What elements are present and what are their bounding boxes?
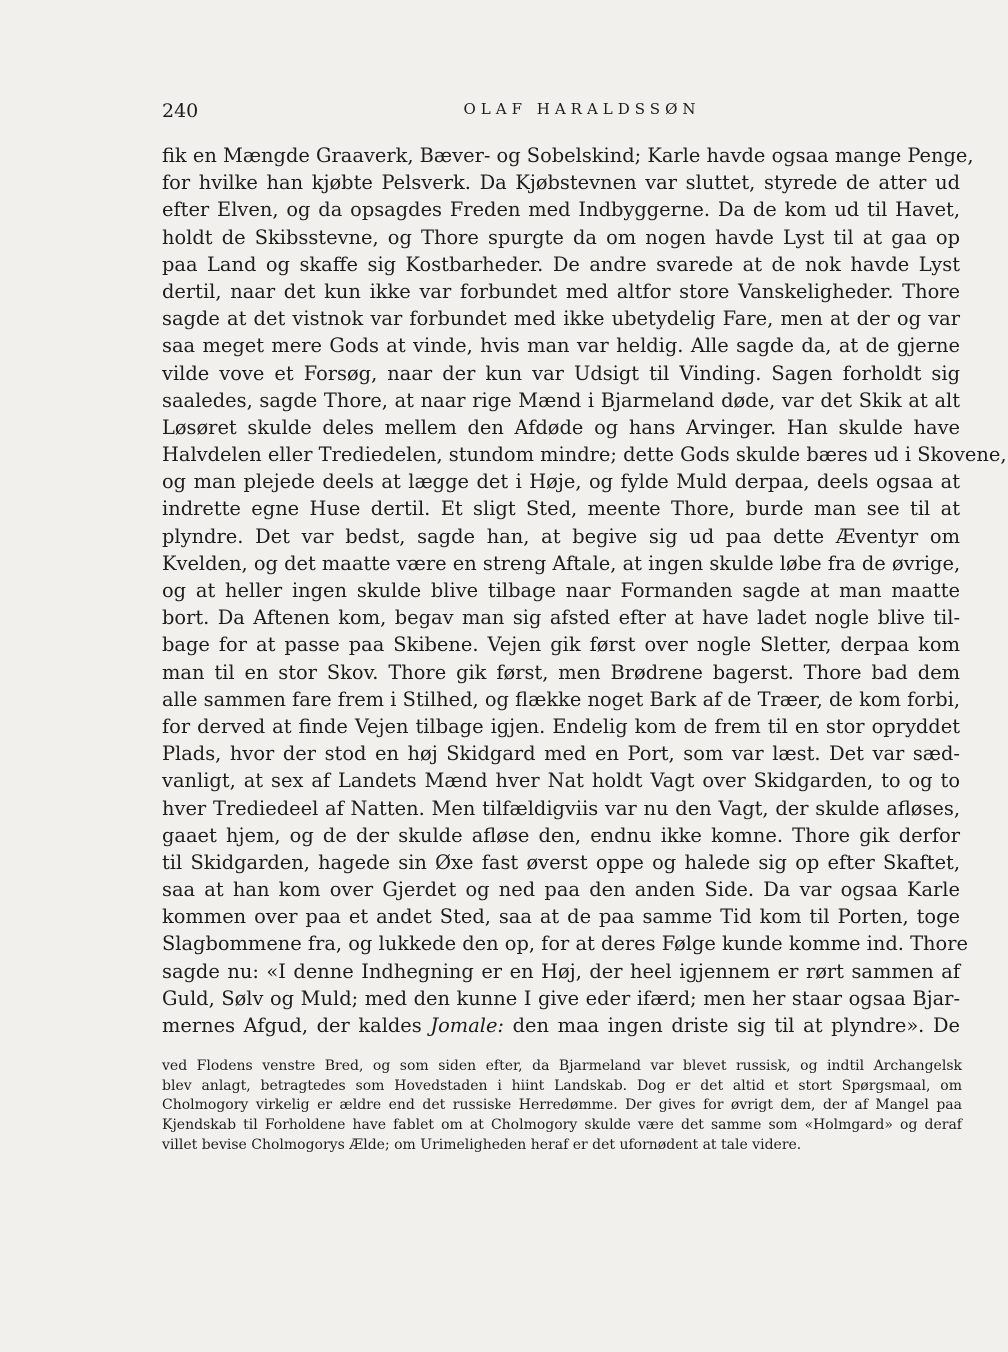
body-line: Løsøret skulde deles mellem den Afdøde og hans Arvinger. Han skulde have — [162, 415, 960, 439]
body-line: indrette egne Huse dertil. Et sligt Sted, meente Thore, burde man see til at — [162, 497, 960, 521]
body-line: man til en stor Skov. Thore gik først, men Brødrene bagerst. Thore bad dem — [162, 660, 960, 684]
body-line: bage for at passe paa Skibene. Vejen gik først over nogle Sletter, derpaa kom — [162, 633, 960, 657]
body-line: Guld, Sølv og Muld; med den kunne I give eder ifærd; men her staar ogsaa Bjar- — [162, 986, 960, 1010]
body-line: og at heller ingen skulde blive tilbage naar Formanden sagde at man maatte — [162, 579, 960, 602]
body-line: saa at han kom over Gjerdet og ned paa den anden Side. Da var ogsaa Karle — [162, 878, 960, 902]
footnote — [162, 1057, 962, 1155]
page-header — [162, 100, 962, 126]
body-line: vilde vove et Forsøg, naar der kun var Udsigt til Vinding. Sagen forholdt sig — [162, 361, 960, 385]
body-line: saaledes, sagde Thore, at naar rige Mænd i Bjarmeland døde, var det Skik at alt — [162, 388, 960, 412]
footnote-line: Kjendskab til Forholdene have fablet om at Cholmogory skulde være det samme som «Holmgard» og deraf — [162, 1117, 962, 1134]
page-number: 240 — [162, 100, 199, 122]
body-line: for hvilke han kjøbte Pelsverk. Da Kjøbstevnen var sluttet, styrede de atter ud — [162, 171, 960, 195]
body-line-last — [162, 1012, 960, 1039]
body-line: alle sammen fare frem i Stilhed, og flække noget Bark af de Træer, de kom forbi, — [162, 687, 960, 711]
body-line: holdt de Skibsstevne, og Thore spurgte da om nogen havde Lyst til at gaa op — [162, 225, 960, 249]
italic-term: Jomale: — [430, 1014, 504, 1037]
body-text-run: mernes Afgud, der kaldes — [162, 1014, 431, 1037]
body-line: dertil, naar det kun ikke var forbundet med altfor store Vanskeligheder. Thore — [162, 279, 960, 303]
body-line: til Skidgarden, hagede sin Øxe fast øverst oppe og halede sig op efter Skaftet, — [162, 850, 960, 874]
body-line: Plads, hvor der stod en høj Skidgard med en Port, som var læst. Det var sæd- — [162, 742, 960, 766]
body-line: sagde at det vistnok var forbundet med ikke ubetydelig Fare, men at der og var — [162, 307, 960, 331]
body-line: paa Land og skaffe sig Kostbarheder. De andre svarede at de nok havde Lyst — [162, 252, 960, 276]
body-line: efter Elven, og da opsagdes Freden med Indbyggerne. Da de kom ud til Havet, — [162, 198, 960, 222]
running-head: OLAF HARALDSSØN — [463, 100, 701, 118]
body-line: saa meget mere Gods at vinde, hvis man var heldig. Alle sagde da, at de gjerne — [162, 334, 960, 358]
body-text — [162, 142, 1007, 1039]
footnote-line: ved Flodens venstre Bred, og som siden efter, da Bjarmeland var blevet russisk, og indtil Archangelsk — [162, 1058, 962, 1074]
body-line: vanligt, at sex af Landets Mænd hver Nat holdt Vagt over Skidgarden, to og to — [162, 769, 960, 793]
body-line: kommen over paa et andet Sted, saa at de paa samme Tid kom til Porten, toge — [162, 905, 960, 929]
body-line: Kvelden, og det maatte være en streng Aftale, at ingen skulde løbe fra de øvrige, — [162, 551, 961, 575]
body-line: og man plejede deels at lægge det i Høje, og fylde Muld derpaa, deels ogsaa at — [162, 470, 960, 494]
body-line: bort. Da Aftenen kom, begav man sig afsted efter at have ladet nogle blive til- — [162, 606, 960, 630]
body-line: hver Trediedeel af Natten. Men tilfældigviis var nu den Vagt, der skulde afløses, — [162, 796, 960, 820]
footnote-line: blev anlagt, betragtedes som Hovedstaden i hiint Landskab. Dog er det altid et stort Spørgsmaal, om — [162, 1077, 962, 1094]
body-line: fik en Mængde Graaverk, Bæver- og Sobelskind; Karle havde ogsaa mange Penge, — [162, 144, 974, 167]
footnote-line: villet bevise Cholmogorys Ælde; om Urimeligheden heraf er det ufornødent at tale videre. — [162, 1136, 802, 1153]
body-text-run: den maa ingen driste sig til at plyndre». De — [503, 1014, 960, 1037]
body-line: plyndre. Det var bedst, sagde han, at begive sig ud paa dette Æventyr om — [162, 524, 960, 548]
body-line: for derved at finde Vejen tilbage igjen. Endelig kom de frem til en stor opryddet — [162, 714, 960, 738]
body-line: Halvdelen eller Trediedelen, stundom mindre; dette Gods skulde bæres ud i Skovene, — [162, 443, 1007, 467]
body-line: Slagbommene fra, og lukkede den op, for at deres Følge kunde komme ind. Thore — [162, 932, 968, 956]
body-line: gaaet hjem, og de der skulde afløse den, endnu ikke komne. Thore gik derfor — [162, 823, 960, 847]
body-line: sagde nu: «I denne Indhegning er en Høj, der heel igjennem er rørt sammen af — [162, 959, 960, 983]
footnote-line: Cholmogory virkelig er ældre end det russiske Herredømme. Der gives for øvrigt dem, der af Mangel paa — [162, 1097, 962, 1114]
